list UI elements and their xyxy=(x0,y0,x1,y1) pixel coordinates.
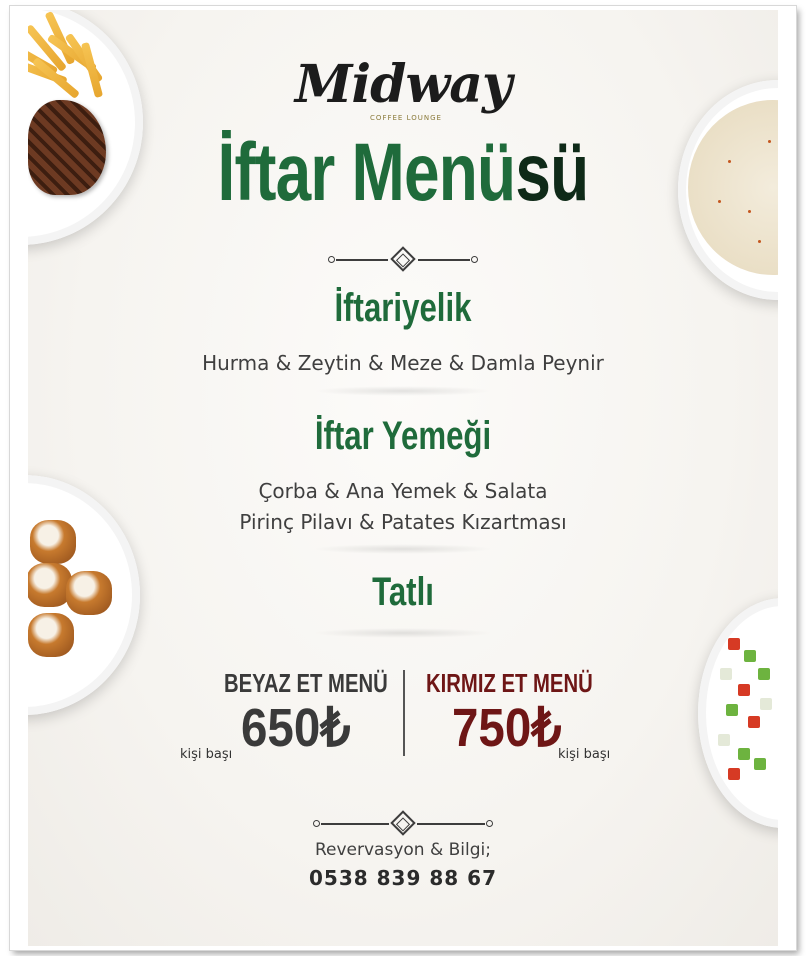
section-divider xyxy=(313,544,493,554)
salad-bowl xyxy=(698,598,778,828)
menu-line: Pirinç Pilavı & Patates Kızartması xyxy=(239,510,567,534)
price-red-meat xyxy=(426,668,640,699)
menu-line: Hurma & Zeytin & Meze & Damla Peynir xyxy=(202,351,604,375)
section-items-iftariyelik xyxy=(28,348,778,379)
brand-logo: Midway xyxy=(294,54,512,115)
ornament-divider xyxy=(328,250,478,270)
iftar-menu-poster xyxy=(28,10,778,946)
per-person-label: kişi başı xyxy=(180,747,233,762)
section-divider xyxy=(313,386,493,396)
section-title-iftariyelik: İftariyelik xyxy=(334,286,472,330)
price-label: KIRMIZ ET MENÜ xyxy=(426,668,593,698)
section-divider xyxy=(313,628,493,638)
per-person-label: kişi başı xyxy=(558,747,611,762)
price-separator xyxy=(403,670,405,756)
price-white-meat-value xyxy=(241,696,365,759)
section-items-iftar-yemegi xyxy=(28,476,778,538)
page-title xyxy=(111,126,696,220)
price-value: 750₺ xyxy=(452,698,562,758)
brand-tagline: COFFEE LOUNGE xyxy=(370,114,442,122)
title-dark: sü xyxy=(515,127,589,218)
price-value: 650₺ xyxy=(241,698,351,758)
title-green: İftar Menü xyxy=(217,127,516,218)
ornament-divider xyxy=(313,814,493,834)
contact-label: Revervasyon & Bilgi; xyxy=(314,840,491,860)
phone-number[interactable]: 0538 839 88 67 xyxy=(309,866,497,890)
menu-line: Çorba & Ana Yemek & Salata xyxy=(258,479,548,503)
dessert-piece xyxy=(66,571,112,615)
dessert-piece xyxy=(28,613,74,657)
price-label: BEYAZ ET MENÜ xyxy=(224,668,388,698)
section-title-iftar-yemegi: İftar Yemeği xyxy=(314,414,492,458)
soup-image xyxy=(688,100,778,275)
section-title-tatli: Tatlı xyxy=(372,570,434,614)
